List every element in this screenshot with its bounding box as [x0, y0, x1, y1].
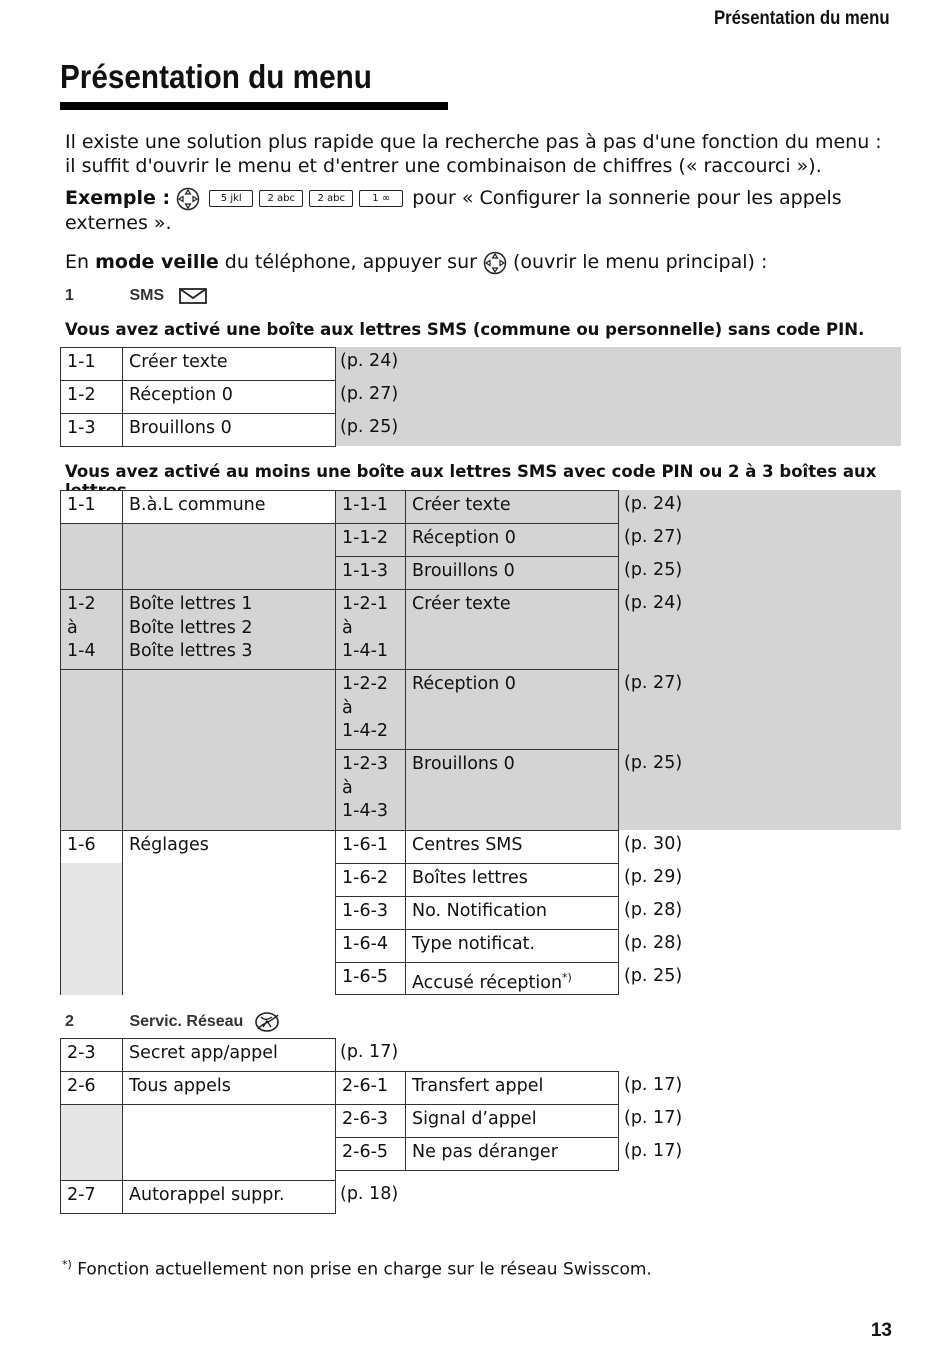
table-row-page: (p. 24): [624, 593, 683, 613]
table-row-code-empty: [60, 1104, 123, 1181]
table-row-code-empty: [60, 523, 123, 590]
table-row-subname: [405, 962, 619, 995]
name-line: Boîte lettres 2: [129, 617, 253, 638]
subname-text: Accusé réception: [412, 972, 563, 993]
table-row-subname: No. Notification: [405, 896, 619, 930]
footnote-mark: *): [562, 971, 572, 984]
table-row-subname: Type notificat.: [405, 929, 619, 963]
table-row-subname: Transfert appel: [405, 1071, 619, 1105]
footnote-mark: *): [62, 1258, 72, 1271]
key-1: 1 ∞: [359, 190, 403, 207]
table-row-subcode: [335, 749, 406, 831]
condition-a: Vous avez activé une boîte aux lettres SMS (commune ou personnelle) sans code PIN.: [65, 320, 865, 339]
table-row-name: [122, 589, 336, 670]
intro-line-1: Il existe une solution plus rapide que la recherche pas à pas d'une fonction du menu :: [65, 131, 882, 153]
name-line: Boîte lettres 3: [129, 641, 253, 661]
table-row-code: 1-3: [60, 413, 123, 447]
table-a-gray-band: [335, 347, 901, 446]
table-row-subcode: 1-1-3: [335, 556, 406, 590]
example-label: Exemple :: [65, 187, 171, 209]
code-line: 1-2: [67, 594, 96, 614]
standby-bold: mode veille: [95, 251, 219, 273]
table-row-subname: Brouillons 0: [405, 749, 619, 831]
table-row-page: (p. 17): [624, 1075, 683, 1095]
table-row-code: 2-6: [60, 1071, 123, 1105]
table-row-page: (p. 28): [624, 933, 683, 953]
table-row-name: Réception 0: [122, 380, 336, 414]
table-row-name-empty: [122, 1104, 336, 1181]
table-row-page: (p. 24): [340, 351, 399, 371]
code-line: 1-4-1: [342, 641, 389, 661]
code-line: 1-4: [67, 641, 96, 661]
code-line: 1-2-2: [342, 674, 389, 694]
table-row-subname: Réception 0: [405, 669, 619, 750]
table-row-page: (p. 17): [624, 1141, 683, 1161]
table-row-subname: Réception 0: [405, 523, 619, 557]
code-line: 1-4-3: [342, 801, 389, 821]
key-2: 2 abc: [259, 190, 303, 207]
code-line: à: [67, 617, 78, 638]
table-row-code: [60, 589, 123, 670]
table-row-name: Créer texte: [122, 347, 336, 381]
table-row-subcode: 1-6-5: [335, 962, 406, 995]
table-row-page: (p. 25): [624, 753, 683, 773]
example-paragraph: [65, 186, 885, 235]
table-row-code-empty: [60, 669, 123, 831]
table-row-page: (p. 25): [624, 966, 683, 986]
table-row-page: (p. 28): [624, 900, 683, 920]
navigation-key-icon: [176, 187, 200, 211]
footnote: [62, 1258, 652, 1280]
network-service-icon: [254, 1011, 280, 1033]
key-5: 5 jkl: [209, 190, 253, 207]
example-text-1: pour « Configurer la sonnerie pour les appels: [412, 187, 842, 209]
table-row-page: (p. 17): [340, 1042, 399, 1062]
section-1-heading: [65, 287, 207, 305]
table-row-page: (p. 18): [340, 1184, 399, 1204]
table-row-name-empty: [122, 523, 336, 590]
standby-mid: du téléphone, appuyer sur: [218, 251, 483, 273]
section-2-heading: [65, 1011, 280, 1033]
code-line: à: [342, 777, 353, 798]
name-line: Boîte lettres 1: [129, 594, 253, 614]
table-row-page: (p. 24): [624, 494, 683, 514]
table-row-code: 1-2: [60, 380, 123, 414]
table-row-page: (p. 27): [340, 384, 399, 404]
condition-b: Vous avez activé au moins une boîte aux lettres SMS avec code PIN ou 2 à 3 boîtes aux: [65, 462, 877, 481]
table-row-subname: Signal d’appel: [405, 1104, 619, 1138]
table-row-subcode: 1-6-4: [335, 929, 406, 963]
code-line: à: [342, 617, 353, 638]
table-row-subcode: 1-1-2: [335, 523, 406, 557]
table-row-code: 1-6: [60, 830, 123, 864]
table-row-subcode: 1-6-2: [335, 863, 406, 897]
intro-paragraph: [65, 130, 885, 178]
standby-post: (ouvrir le menu principal) :: [506, 251, 768, 273]
table-row-page: (p. 25): [340, 417, 399, 437]
table-row-code: 2-7: [60, 1180, 123, 1214]
table-row-name-empty: [122, 669, 336, 831]
code-line: 1-4-2: [342, 721, 389, 741]
table-row-page: (p. 27): [624, 673, 683, 693]
table-row-page: (p. 29): [624, 867, 683, 887]
table-row-page: (p. 27): [624, 527, 683, 547]
table-row-code: 1-1: [60, 490, 123, 524]
running-header: Présentation du menu: [714, 8, 890, 29]
table-row-subcode: 1-6-3: [335, 896, 406, 930]
table-row-name: Brouillons 0: [122, 413, 336, 447]
table-row-name: Autorappel suppr.: [122, 1180, 336, 1214]
code-line: à: [342, 697, 353, 718]
footnote-text: Fonction actuellement non prise en charge sur le réseau Swisscom.: [71, 1259, 652, 1280]
table-row-subname: Centres SMS: [405, 830, 619, 864]
section-1-number: 1: [65, 287, 74, 304]
table-row-subname: Créer texte: [405, 589, 619, 670]
table-row-page: (p. 25): [624, 560, 683, 580]
table-row-subname: Ne pas déranger: [405, 1137, 619, 1171]
code-line: 1-2-1: [342, 594, 389, 614]
table-row-code-empty: [60, 863, 123, 995]
table-row-subcode: 1-6-1: [335, 830, 406, 864]
intro-line-2: il suffit d'ouvrir le menu et d'entrer une combinaison de chiffres (« raccourci »).: [65, 155, 822, 177]
section-2-label: Servic. Réseau: [129, 1013, 244, 1031]
table-row-name-empty: [122, 863, 336, 995]
example-text-2: externes ».: [65, 211, 172, 234]
table-row-subname: Brouillons 0: [405, 556, 619, 590]
table-row-code: 1-1: [60, 347, 123, 381]
table-row-subcode: 2-6-5: [335, 1137, 406, 1171]
table-row-name: Réglages: [122, 830, 336, 864]
table-row-name: Secret app/appel: [122, 1038, 336, 1072]
table-row-name: B.à.L commune: [122, 490, 336, 524]
section-1-label: SMS: [129, 287, 165, 304]
standby-pre: En: [65, 251, 96, 273]
table-row-subname: Créer texte: [405, 490, 619, 524]
section-2-number: 2: [65, 1013, 74, 1031]
navigation-key-icon: [483, 251, 507, 275]
table-row-code: 2-3: [60, 1038, 123, 1072]
table-row-subcode: [335, 669, 406, 750]
table-row-subcode: 2-6-1: [335, 1071, 406, 1105]
page-title: Présentation du menu: [60, 58, 372, 95]
code-line: 1-2-3: [342, 754, 389, 774]
table-row-subcode: [335, 589, 406, 670]
table-row-subcode: 1-1-1: [335, 490, 406, 524]
page-number: 13: [870, 1320, 892, 1341]
title-rule: [60, 102, 448, 110]
table-row-subname: Boîtes lettres: [405, 863, 619, 897]
key-2-second: 2 abc: [309, 190, 353, 207]
table-row-subcode: 2-6-3: [335, 1104, 406, 1138]
table-row-name: Tous appels: [122, 1071, 336, 1105]
standby-paragraph: [65, 250, 885, 275]
table-row-page: (p. 17): [624, 1108, 683, 1128]
envelope-icon: [179, 288, 207, 304]
table-row-page: (p. 30): [624, 834, 683, 854]
